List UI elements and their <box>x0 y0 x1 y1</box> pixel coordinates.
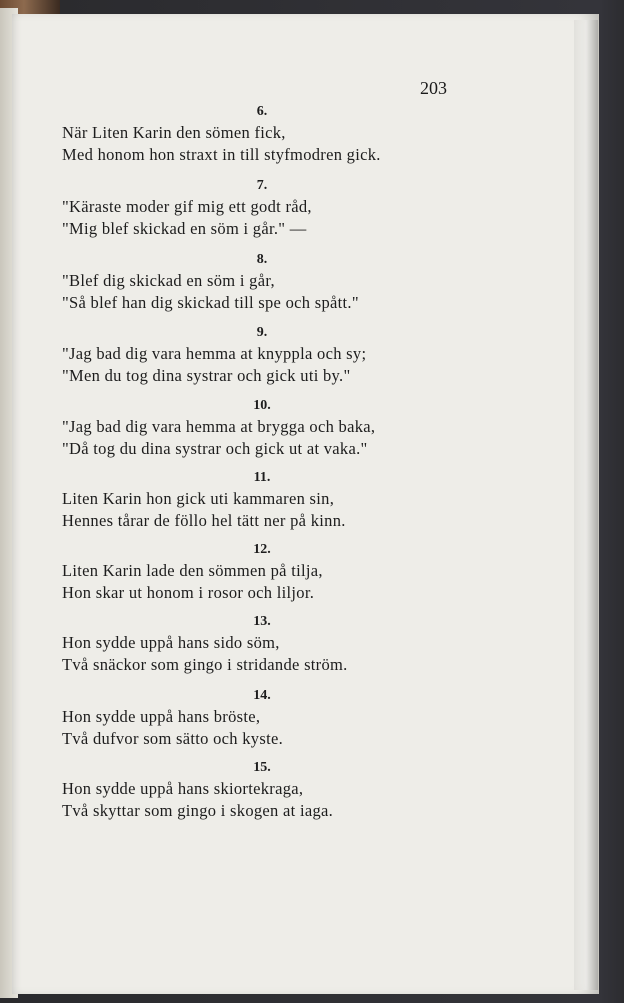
stanza-10 <box>62 398 462 460</box>
verse-line: "Jag bad dig vara hemma at knyppla och sy; <box>62 344 367 363</box>
verse-line: "Så blef han dig skickad till spe och spått." <box>62 293 359 312</box>
verse-line: Hon sydde uppå hans skiortekraga, <box>62 779 304 798</box>
stanza-number: 8. <box>256 252 268 267</box>
stanza-number: 14. <box>253 688 271 703</box>
stanza-8 <box>62 252 462 314</box>
stanza-13 <box>62 614 462 676</box>
stanza-number: 6. <box>256 104 268 119</box>
page-fore-edge <box>574 20 598 990</box>
stanza-11 <box>62 470 462 532</box>
verse-line: Hon skar ut honom i rosor och liljor. <box>62 583 315 602</box>
verse-line: "Blef dig skickad en söm i går, <box>62 271 275 290</box>
verse-line: "Men du tog dina systrar och gick uti by." <box>62 366 351 385</box>
stanza-number: 15. <box>253 760 271 775</box>
verse-line: "Jag bad dig vara hemma at brygga och baka, <box>62 417 376 436</box>
stanza-7 <box>62 178 462 240</box>
stanza-12 <box>62 542 462 604</box>
page-number: 203 <box>420 78 447 98</box>
verse-line: Två dufvor som sätto och kyste. <box>62 729 284 748</box>
stanza-number: 10. <box>253 398 271 413</box>
verse-line: Liten Karin hon gick uti kammaren sin, <box>62 489 335 508</box>
stanza-6 <box>62 104 462 166</box>
verse-line: Liten Karin lade den sömmen på tilja, <box>62 561 323 580</box>
verse-line: Två skyttar som gingo i skogen at iaga. <box>62 801 334 820</box>
stanza-9 <box>62 325 462 387</box>
stanza-number: 12. <box>253 542 271 557</box>
verse-line: "Käraste moder gif mig ett godt råd, <box>62 197 312 216</box>
verse-line: Hennes tårar de föllo hel tätt ner på kinn. <box>62 511 346 530</box>
page-sheet <box>12 14 599 994</box>
verse-line: Hon sydde uppå hans sido söm, <box>62 633 280 652</box>
verse-line: Med honom hon straxt in till styfmodren gick. <box>62 145 381 164</box>
stanza-number: 9. <box>256 325 268 340</box>
verse-line: När Liten Karin den sömen fick, <box>62 123 286 142</box>
stanza-number: 11. <box>253 470 271 485</box>
verse-line: "Då tog du dina systrar och gick ut at vaka." <box>62 439 368 458</box>
stanza-14 <box>62 688 462 750</box>
verse-line: Hon sydde uppå hans bröste, <box>62 707 261 726</box>
stanza-number: 7. <box>256 178 268 193</box>
stanza-number: 13. <box>253 614 271 629</box>
verse-line: "Mig blef skickad en söm i går." — <box>62 219 307 238</box>
stanza-15 <box>62 760 462 822</box>
verse-line: Två snäckor som gingo i stridande ström. <box>62 655 348 674</box>
